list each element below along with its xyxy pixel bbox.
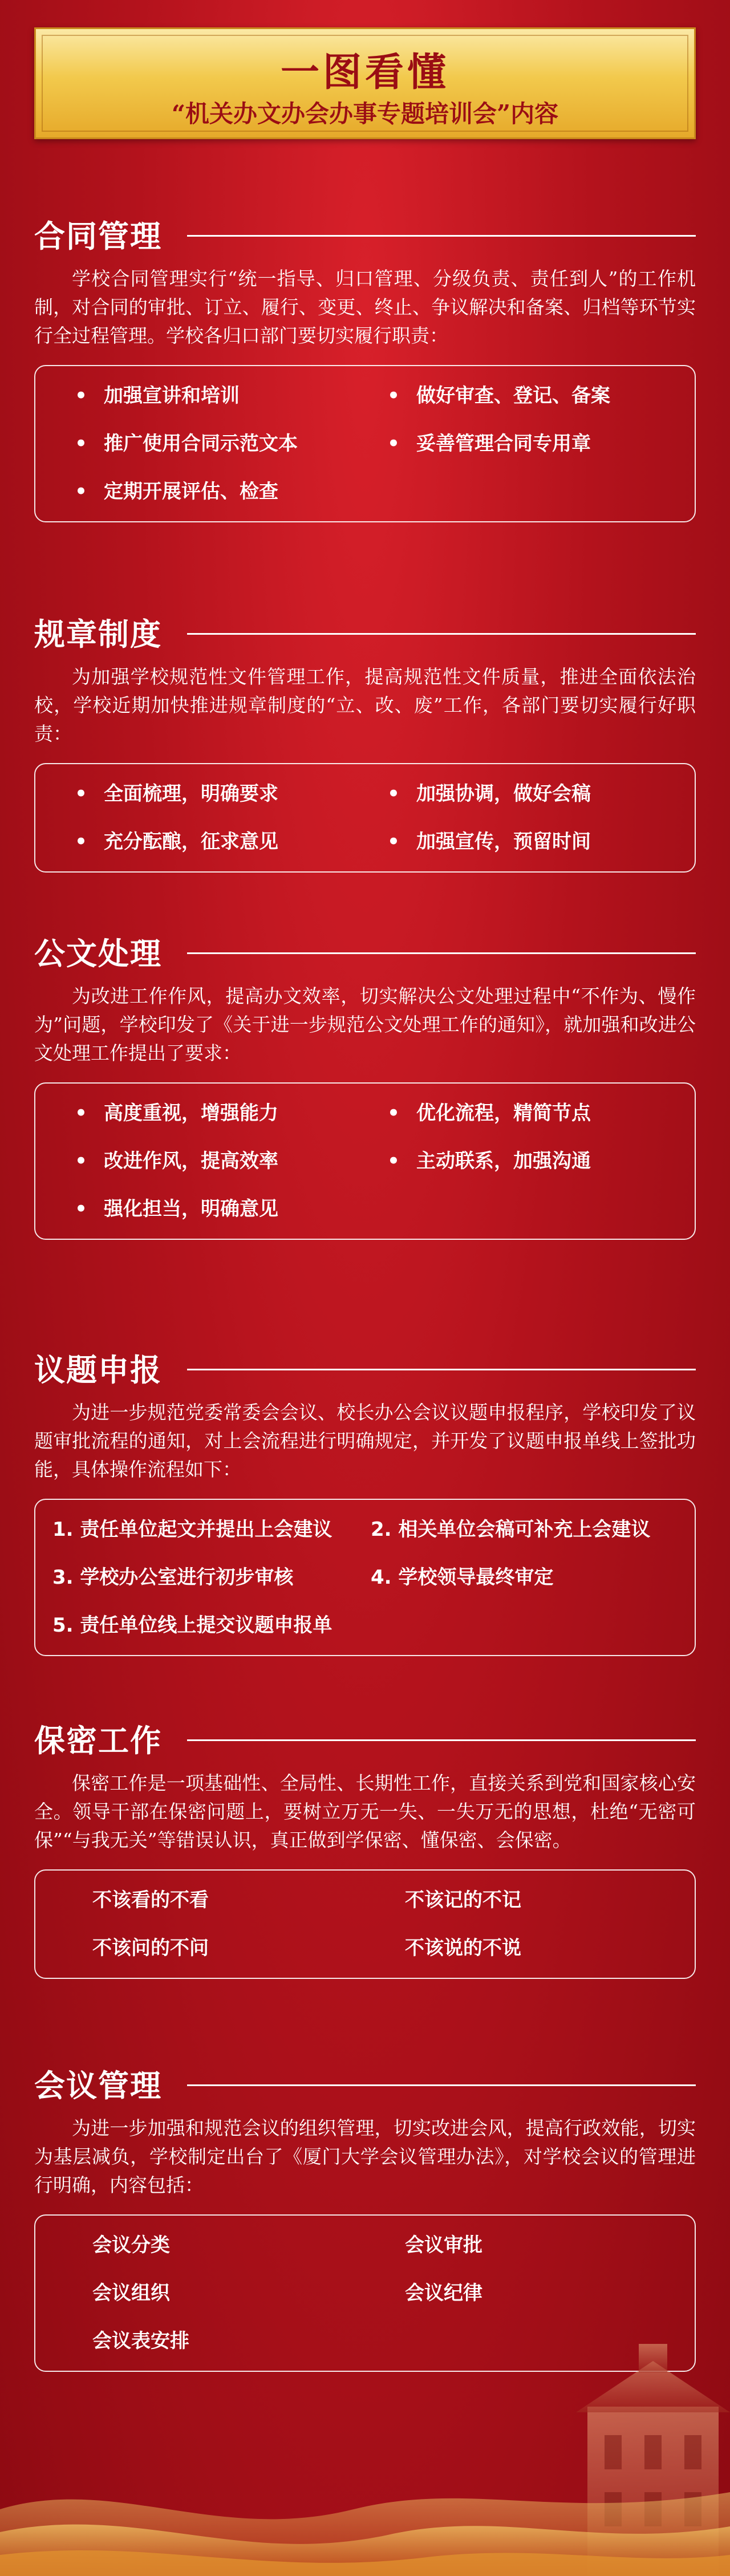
list-item: 2. 相关单位会稿可补充上会建议 (371, 1518, 651, 1541)
section-title: 规章制度 (34, 616, 162, 652)
section-confidentiality (34, 1717, 696, 1979)
list-item: 会议纪律 (405, 2282, 482, 2305)
list-item: • 优化流程，精简节点 (387, 1102, 591, 1125)
list-item: 5. 责任单位线上提交议题申报单 (52, 1614, 332, 1637)
section-agenda (34, 1346, 696, 1656)
section-header (34, 2062, 696, 2106)
list-item: • 改进作风，提高效率 (75, 1150, 278, 1173)
list-item: • 加强协调，做好会稿 (387, 782, 591, 805)
section-divider (187, 1739, 696, 1741)
section-intro: 为加强学校规范性文件管理工作，提高规范性文件质量，推进全面依法治校，学校近期加快推进规章制度的“立、改、废”工作，各部门要切实履行好职责： (34, 666, 696, 745)
section-intro: 为改进工作作风，提高办文效率，切实解决公文处理过程中“不作为、慢作为”问题，学校印发了《关于进一步规范公文处理工作的通知》，就加强和改进公文处理工作提出了要求： (34, 985, 696, 1064)
list-item: • 加强宣讲和培训 (75, 384, 240, 407)
list-box (34, 1082, 696, 1240)
list-box (34, 1499, 696, 1656)
section-divider (187, 2084, 696, 2086)
section-divider (187, 1369, 696, 1370)
list-box (34, 365, 696, 522)
section-intro: 为进一步规范党委常委会会议、校长办公会议议题申报程序，学校印发了议题审批流程的通知，对上会流程进行明确规定，并开发了议题申报单线上签批功能，具体操作流程如下： (34, 1401, 696, 1480)
section-contract (34, 212, 696, 522)
section-header (34, 610, 696, 655)
list-item: 不该问的不问 (92, 1937, 209, 1960)
list-item: • 主动联系，加强沟通 (387, 1150, 591, 1173)
list-item: 会议审批 (405, 2234, 482, 2257)
list-item: 不该记的不记 (405, 1889, 521, 1912)
bottom-decoration (0, 2338, 730, 2576)
section-divider (187, 952, 696, 954)
list-item: • 妥善管理合同专用章 (387, 432, 591, 455)
list-item: 4. 学校领导最终审定 (371, 1566, 554, 1589)
section-title: 公文处理 (34, 936, 162, 972)
section-meetings (34, 2062, 696, 2372)
list-item: • 做好审查、登记、备案 (387, 384, 610, 407)
section-title: 会议管理 (34, 2068, 162, 2104)
list-item: • 高度重视，增强能力 (75, 1102, 278, 1125)
list-box (34, 763, 696, 873)
list-box (34, 1869, 696, 1979)
list-item: 会议表安排 (92, 2330, 189, 2352)
header-banner (34, 27, 696, 139)
section-header (34, 1717, 696, 1761)
section-title: 议题申报 (34, 1352, 162, 1388)
section-title: 保密工作 (34, 1723, 162, 1759)
section-divider (187, 235, 696, 237)
page-title: 一图看懂 (280, 50, 449, 95)
section-header (34, 1346, 696, 1390)
list-item: 1. 责任单位起文并提出上会建议 (52, 1518, 332, 1541)
list-item: • 推广使用合同示范文本 (75, 432, 298, 455)
list-item: 不该看的不看 (92, 1889, 209, 1912)
list-item: • 充分酝酿，征求意见 (75, 830, 278, 853)
section-header (34, 930, 696, 974)
list-item: • 全面梳理，明确要求 (75, 782, 278, 805)
section-header (34, 212, 696, 257)
list-item: • 强化担当，明确意见 (75, 1198, 278, 1220)
list-item: 3. 学校办公室进行初步审核 (52, 1566, 294, 1589)
section-intro: 为进一步加强和规范会议的组织管理，切实改进会风，提高行政效能，切实为基层减负，学校制定出台了《厦门大学会议管理办法》，对学校会议的管理进行明确，内容包括： (34, 2117, 696, 2196)
list-item: • 定期开展评估、检查 (75, 480, 278, 503)
section-intro: 学校合同管理实行“统一指导、归口管理、分级负责、责任到人”的工作机制，对合同的审批、订立、履行、变更、终止、争议解决和备案、归档等环节实行全过程管理。学校各归口部门要切实履行职责： (34, 267, 696, 347)
section-documents (34, 930, 696, 1240)
list-item: 不该说的不说 (405, 1937, 521, 1960)
list-item: 会议分类 (92, 2234, 170, 2257)
list-item: 会议组织 (92, 2282, 170, 2305)
section-regulations (34, 610, 696, 873)
list-item: • 加强宣传，预留时间 (387, 830, 591, 853)
section-intro: 保密工作是一项基础性、全局性、长期性工作，直接关系到党和国家核心安全。领导干部在保密问题上，要树立万无一失、一失万无的思想，杜绝“无密可保”“与我无关”等错误认识，真正做到学保密、懂保密、会保密。 (34, 1772, 696, 1851)
section-divider (187, 633, 696, 635)
page-subtitle: “机关办文办会办事专题培训会”内容 (171, 100, 559, 128)
section-title: 合同管理 (34, 218, 162, 254)
